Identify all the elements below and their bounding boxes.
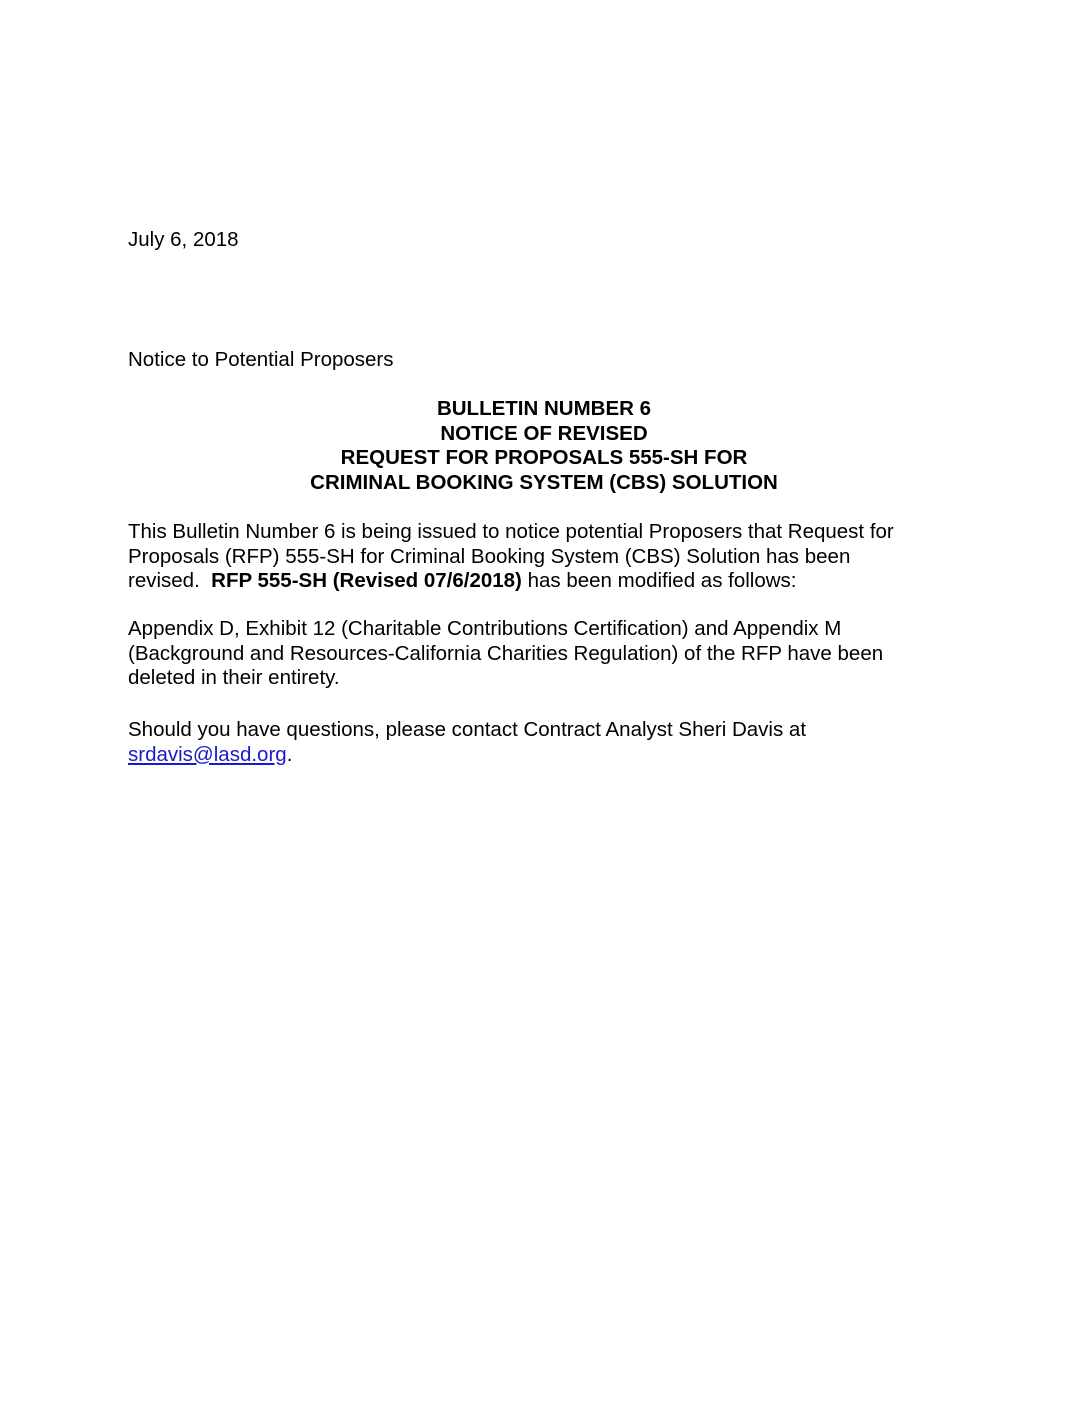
- paragraph-text: has been modified as follows:: [521, 569, 797, 592]
- paragraph-line: (Background and Resources-California Charities Regulation) of the RFP have been: [128, 641, 884, 665]
- paragraph-line: [128, 743, 806, 768]
- paragraph-revision-notice: [128, 520, 894, 594]
- email-suffix: .: [286, 742, 293, 766]
- title-line: NOTICE OF REVISED: [440, 421, 648, 445]
- rfp-revision-reference: RFP 555-SH (Revised 07/6/2018): [211, 569, 522, 592]
- paragraph-line: Proposals (RFP) 555-SH for Criminal Booking System (CBS) Solution has been: [128, 544, 851, 568]
- paragraph-deletion-notice: [128, 617, 883, 691]
- letter-salutation: Notice to Potential Proposers: [128, 348, 394, 371]
- title-line: BULLETIN NUMBER 6: [436, 397, 652, 420]
- paragraph-contact: [128, 718, 806, 767]
- letter-date: July 6, 2018: [128, 228, 239, 251]
- paragraph-line: Should you have questions, please contact Contract Analyst Sheri Davis at: [128, 718, 807, 741]
- title-line: CRIMINAL BOOKING SYSTEM (CBS) SOLUTION: [310, 470, 778, 494]
- bulletin-title: [0, 397, 1088, 495]
- paragraph-line: [128, 569, 894, 594]
- paragraph-text: revised.: [128, 569, 212, 592]
- contact-email-link[interactable]: srdavis@lasd.org: [128, 742, 287, 766]
- paragraph-line: This Bulletin Number 6 is being issued to notice potential Proposers that Request for: [128, 520, 894, 543]
- paragraph-line: deleted in their entirety.: [128, 666, 340, 689]
- title-line: REQUEST FOR PROPOSALS 555-SH FOR: [340, 446, 748, 469]
- paragraph-line: Appendix D, Exhibit 12 (Charitable Contributions Certification) and Appendix M: [128, 617, 842, 640]
